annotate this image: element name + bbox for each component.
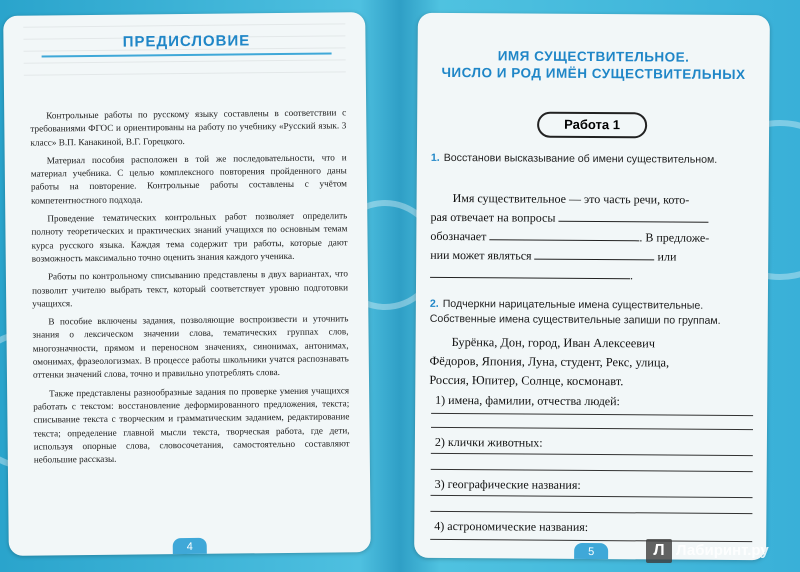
answer-blank[interactable] [535, 248, 655, 261]
answer-line[interactable] [431, 427, 753, 430]
group-label: 3) географические названия: [434, 476, 581, 492]
task-number: 1. [430, 151, 440, 164]
task-number: 2. [429, 297, 439, 310]
answer-line[interactable] [430, 511, 752, 514]
preface-paragraph: Материал пособия расположен в той же последовательности, что и материал учебника. С целью комплексного повторения пройденного даны работы на повторение. Контрольные работы составлены с учётом компетентностного подхода. [30, 152, 348, 206]
answer-line[interactable] [431, 453, 753, 456]
task-1-text: Имя существительное — это часть речи, кото- рая отвечает на вопросы обозначает . В предложе- нии может являться или . [430, 189, 761, 286]
right-page [414, 13, 770, 560]
task-1-row: . [430, 265, 760, 286]
answer-line[interactable] [431, 469, 753, 472]
preface-paragraph: В пособие включены задания, позволяющие воспроизвести и уточнить знания о лексическом значении слова, тематических группах слов, многозначности, прямом и переносном значениях, синонимах, антонимах, омонимах, фразеологизмах. В процессе работы школьники учатся распознавать оттенки значений слова, точно и правильно употреблять слова. [32, 313, 349, 380]
answer-blank[interactable] [558, 210, 708, 223]
page-number: 5 [574, 543, 608, 560]
chapter-title [425, 47, 761, 83]
watermark-text: Лабиринт.ру [676, 542, 769, 559]
task-1-row: обозначает . В предложе- [430, 228, 710, 245]
task-2-words: Бурёнка, Дон, город, Иван Алексеевич Фёдоров, Япония, Луна, студент, Рекс, улица, Россия, Юпитер, Солнце, космонавт. [429, 335, 670, 389]
work-label: Работа 1 [537, 112, 647, 139]
answer-line[interactable] [431, 495, 753, 498]
left-page [3, 12, 371, 556]
group-label: 2) клички животных: [434, 434, 543, 450]
preface-paragraph: Работы по контрольному списыванию представлены в двух вариантах, что позволит учителю выбрать текст, который соответствует уровню подготовки учащихся. [32, 268, 349, 309]
task-1-row: рая отвечает на вопросы [430, 208, 760, 229]
chapter-title-line: ИМЯ СУЩЕСТВИТЕЛЬНОЕ. [497, 48, 690, 65]
answer-blank[interactable] [489, 228, 639, 241]
labirint-logo-icon: Л [646, 539, 672, 563]
task-2-instruction: 2. Подчеркни нарицательные имена существительные. Собственные имена существительные запиши по группам. [429, 297, 721, 327]
preface-paragraph: Проведение тематических контрольных работ позволяет определить полноту теоретических и практических знаний учащихся по основным темам курса русского языка. Каждая тема содержит три работы, которые дают возможность максимально точно оценить знания каждого ученика. [31, 210, 348, 264]
task-1-row: нии может являться или [430, 247, 677, 264]
watermark [646, 536, 796, 566]
task-1-instruction: 1. Восстанови высказывание об имени существительном. [430, 151, 718, 166]
page-number: 4 [173, 538, 207, 556]
chapter-title-line: ЧИСЛО И РОД ИМЁН СУЩЕСТВИТЕЛЬНЫХ [441, 64, 746, 83]
preface-title: ПРЕДИСЛОВИЕ [41, 26, 331, 57]
group-label: 4) астрономические названия: [434, 518, 589, 534]
preface-paragraph: Контрольные работы по русскому языку составлены в соответствии с требованиями ФГОС и ориентированы на работу по учебнику «Русский язык. 3 класс» В.П. Канакиной, В.Г. Горецкого. [30, 107, 347, 148]
answer-line[interactable] [431, 413, 753, 416]
preface-paragraph: Также представлены разнообразные задания по проверке умения учащихся работать с текстом: восстановление деформированного предложения, текста; списывание текста с творческим и грамматическим заданием, редактирование текста; определение главной мысли текста, творческая работа, где дети, используя опорные слова, словосочетания, самостоятельно составляют небольшие рассказы. [33, 384, 350, 465]
preface-body [30, 106, 350, 472]
answer-blank[interactable] [430, 266, 630, 279]
group-label: 1) имена, фамилии, отчества людей: [435, 392, 620, 409]
